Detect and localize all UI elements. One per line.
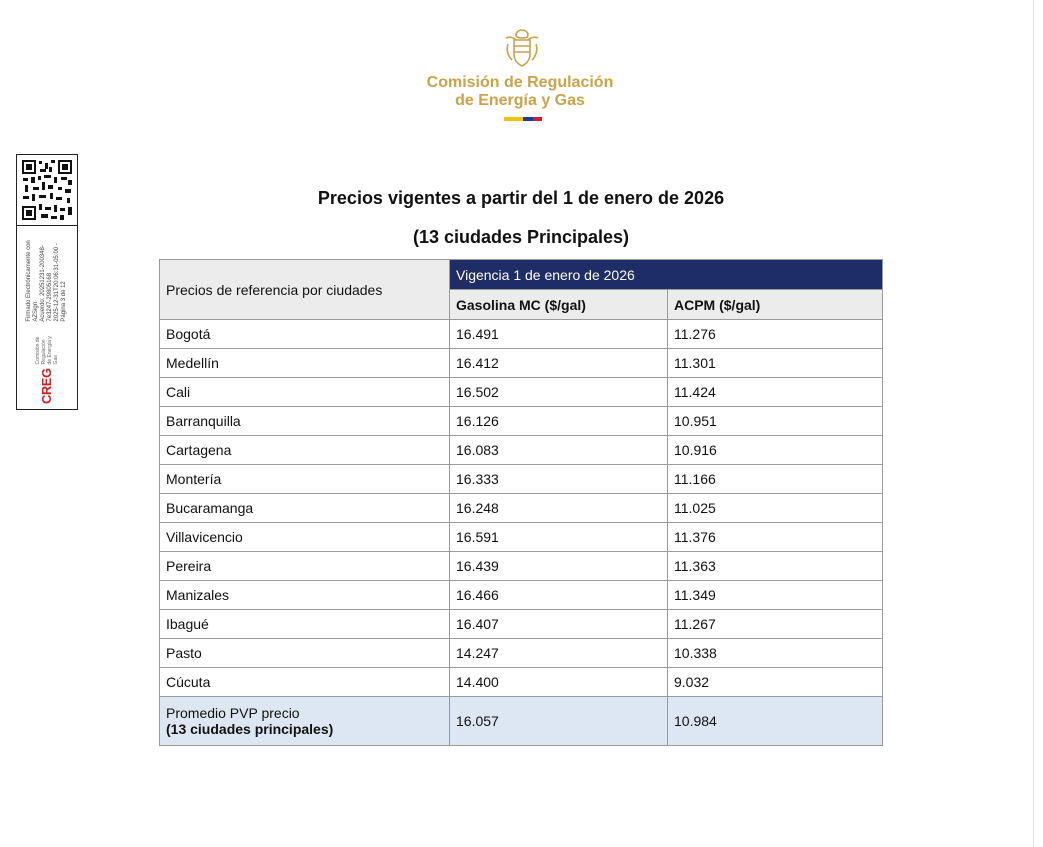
org-name xyxy=(400,74,640,110)
acpm-cell: 10.951 xyxy=(668,407,883,436)
table-row xyxy=(160,639,883,668)
gasolina-cell: 16.439 xyxy=(450,552,668,581)
gasolina-cell: 16.412 xyxy=(450,349,668,378)
acpm-cell: 11.424 xyxy=(668,378,883,407)
gasolina-cell: 16.126 xyxy=(450,407,668,436)
acpm-cell: 11.301 xyxy=(668,349,883,378)
creg-logo xyxy=(400,26,640,126)
creg-mark: CREG xyxy=(39,368,54,404)
city-cell: Bucaramanga xyxy=(160,494,450,523)
average-acpm: 10.984 xyxy=(668,697,883,746)
signature-line3: 2025-12-31T20:06:31-05:00 - Página 3 de 12 xyxy=(54,243,67,322)
vigencia-header: Vigencia 1 de enero de 2026 xyxy=(450,260,883,290)
city-cell: Cartagena xyxy=(160,436,450,465)
document-subtitle: (13 ciudades Principales) xyxy=(412,227,630,247)
table-row xyxy=(160,610,883,639)
stamp-text-area xyxy=(17,229,77,407)
table-row xyxy=(160,378,883,407)
city-cell: Pasto xyxy=(160,639,450,668)
acpm-cell: 11.166 xyxy=(668,465,883,494)
gasolina-cell: 16.491 xyxy=(450,320,668,349)
acpm-cell: 11.267 xyxy=(668,610,883,639)
table-row xyxy=(160,523,883,552)
city-cell: Cúcuta xyxy=(160,668,450,697)
gasolina-cell: 16.083 xyxy=(450,436,668,465)
table-row xyxy=(160,552,883,581)
average-row xyxy=(160,697,883,746)
table-row xyxy=(160,668,883,697)
ref-header: Precios de referencia por ciudades xyxy=(160,260,450,320)
average-gasolina: 16.057 xyxy=(450,697,668,746)
gasolina-column-header: Gasolina MC ($/gal) xyxy=(450,290,668,320)
flag-stripe xyxy=(504,117,542,121)
city-cell: Barranquilla xyxy=(160,407,450,436)
acpm-cell: 11.276 xyxy=(668,320,883,349)
gasolina-cell: 14.400 xyxy=(450,668,668,697)
city-cell: Ibagué xyxy=(160,610,450,639)
city-cell: Cali xyxy=(160,378,450,407)
creg-sub-line1: Comisión de Regulación xyxy=(35,336,47,365)
gasolina-cell: 16.466 xyxy=(450,581,668,610)
city-cell: Bogotá xyxy=(160,320,450,349)
table-row xyxy=(160,349,883,378)
acpm-cell: 10.916 xyxy=(668,436,883,465)
acpm-cell: 9.032 xyxy=(668,668,883,697)
average-label-line1: Promedio PVP precio xyxy=(166,705,300,721)
acpm-cell: 11.363 xyxy=(668,552,883,581)
gasolina-cell: 16.407 xyxy=(450,610,668,639)
gasolina-cell: 16.502 xyxy=(450,378,668,407)
city-cell: Pereira xyxy=(160,552,450,581)
coat-of-arms-icon xyxy=(500,26,544,70)
page-edge xyxy=(1033,0,1034,847)
prices-table xyxy=(159,259,883,746)
signature-line1: Firmado Electrónicamente con AZSign xyxy=(26,240,39,322)
acpm-cell: 11.025 xyxy=(668,494,883,523)
gasolina-cell: 16.248 xyxy=(450,494,668,523)
average-label xyxy=(160,697,450,746)
acpm-cell: 10.338 xyxy=(668,639,883,668)
stamp-divider xyxy=(17,225,77,226)
document-title: Precios vigentes a partir del 1 de enero de 2026 xyxy=(317,188,725,208)
city-cell: Montería xyxy=(160,465,450,494)
city-cell: Medellín xyxy=(160,349,450,378)
table-row xyxy=(160,581,883,610)
table-row xyxy=(160,436,883,465)
table-row xyxy=(160,494,883,523)
gasolina-cell: 16.333 xyxy=(450,465,668,494)
city-cell: Villavicencio xyxy=(160,523,450,552)
creg-mark-subtitle xyxy=(35,326,59,365)
acpm-cell: 11.376 xyxy=(668,523,883,552)
signature-stamp xyxy=(16,154,78,410)
qr-code-icon xyxy=(21,159,73,221)
city-cell: Manizales xyxy=(160,581,450,610)
table-row xyxy=(160,407,883,436)
table-row xyxy=(160,465,883,494)
average-label-line2: (13 ciudades principales) xyxy=(166,721,334,737)
org-name-line2: de Energía y Gas xyxy=(455,92,585,109)
signature-lines xyxy=(26,232,68,322)
creg-sub-line2: de Energía y Gas xyxy=(47,336,59,365)
signature-line2: Acuerdo: 20251231-200348-7e3247-29805168 xyxy=(40,245,53,322)
acpm-cell: 11.349 xyxy=(668,581,883,610)
org-name-line1: Comisión de Regulación xyxy=(426,74,614,91)
gasolina-cell: 16.591 xyxy=(450,523,668,552)
table-row xyxy=(160,320,883,349)
acpm-column-header: ACPM ($/gal) xyxy=(668,290,883,320)
gasolina-cell: 14.247 xyxy=(450,639,668,668)
